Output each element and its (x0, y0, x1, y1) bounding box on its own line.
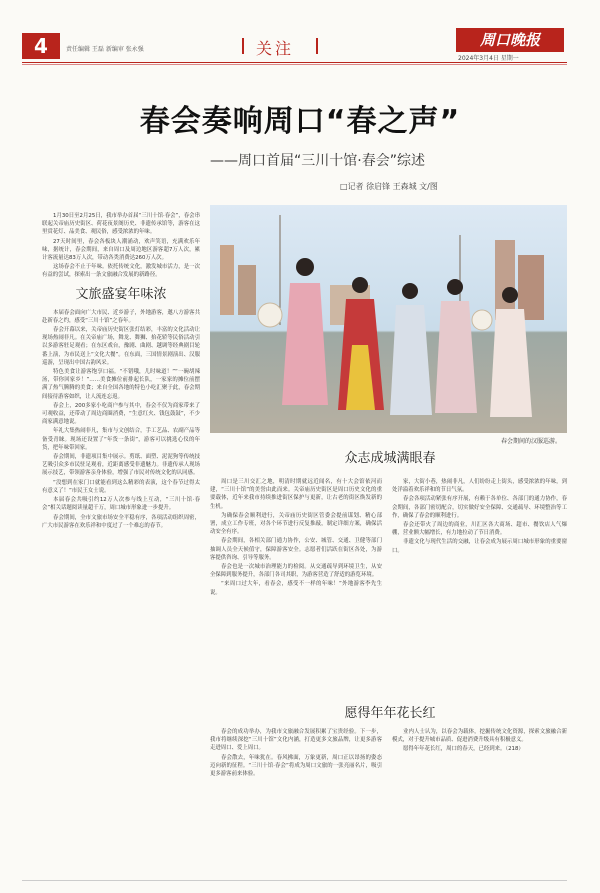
page-number: 4 (22, 33, 60, 59)
paragraph: 为确保春会顺利进行，关帝庙历史街区管委会提前谋划、精心部署，成立工作专班，对各个环节进行反复推敲，制定详细方案，确保活动安全有序。 (210, 512, 382, 536)
section-heading-2: 众志成城满眼春 (344, 451, 436, 466)
paragraph: “没想到在家门口就能看到这么精彩的表演，这个春节过得太有意义了！”市民王女士说。 (42, 479, 200, 494)
paragraph: 本届春会面向广大市民、近乡游子，外地游客，邀八方游客共赴新春之约，感受“三川十馆”之春年。 (42, 309, 200, 324)
paragraph: 27天时间里，春会各板块人潮涌动，欢声笑语，充满欢乐年味，据统计，春会期间，来自周口及周边地区游客超7万人次，累计客流量达83万人次，带动各类消费达260万人次。 (42, 238, 200, 262)
paragraph: 家，大街小巷，热闹非凡，人们纷纷走上街头，感受浓浓的年味，到处洋溢着欢乐祥和的节日气氛。 (392, 479, 567, 494)
paragraph: 春会上，200多家小吃商户参与其中，春会不仅为商家带来了可观收益，还带动了周边商圈消费，“生意红火、钱包鼓鼓”，不少商家满意地说。 (42, 402, 200, 426)
issue-date: 2024年3月4日 星期一 (458, 55, 519, 62)
paragraph: 非遗文化与现代生活的交融，让春会成为展示周口城市形象的重要窗口。 (392, 539, 567, 554)
paragraph: 春会还带火了周边的商业，川汇区各大商场、超市、餐饮店人气爆棚，营业额大幅增长，有力地拉动了节日消费。 (392, 522, 567, 537)
header-rule (22, 62, 567, 63)
paragraph: “来周口过大年，看春会，感受不一样的年味！”外地游客李先生说。 (210, 581, 382, 596)
hanfu-parade-illustration (210, 205, 567, 433)
page-header (0, 0, 600, 60)
right-column (392, 478, 567, 700)
middle-column (210, 478, 382, 700)
article-byline: □记者 徐启锋 王森城 文/图 (340, 182, 438, 191)
paragraph: 这场春会不止于年味。依托传统文化，激发城市活力，是一次有益的尝试，探索出一条文旅融合发展的新路径。 (42, 264, 200, 279)
paragraph: 春会期间，全市文旅市场安全平稳有序，各项活动组织周密，广大市民游客在欢乐祥和中度过了一个难忘的春节。 (42, 514, 200, 529)
paragraph: 周口是三川交汇之地，明清时期就远近闻名，有十大会馆依河而建，“三川十馆”的美誉由此而来。关帝庙历史街区是周口历史文化的重要载体，近年来我市持续推进街区保护与更新，让古老的街区焕发新的生机。 (210, 479, 382, 510)
article-photo (210, 205, 567, 433)
header-rule-thin (22, 64, 567, 65)
paragraph: 春会各项活动紧张有序开展，有赖于各单位、各部门的通力协作，春会期间，各部门密切配合，切实做好安全保障、交通疏导、环境整治等工作，确保了春会的顺利进行。 (392, 496, 567, 519)
bottom-right-column (392, 728, 567, 870)
left-column (42, 212, 200, 867)
paragraph: 特色美食让游客饱享口福。“不错哦，儿时味道！”“一碗胡辣汤，带你回家乡！”……美食摊位前排起长队，一家家的摊位前摆满了热气腾腾的美食；来自全国各地的特色小吃汇聚于此，春会期间接待游客如织，让人流连忘返。 (42, 369, 200, 400)
editor-line: 责任编辑 王磊 新编审 张永强 (66, 46, 144, 53)
paragraph: 春会也是一次城市治理能力的检阅。从交通疏导到环境卫生，从安全保障到服务提升，各部门各司其职，为游客营造了舒适的游览环境。 (210, 564, 382, 579)
newspaper-logo: 周口晚报 (456, 28, 564, 52)
article-title: 春会奏响周口“春之声” (139, 104, 461, 139)
paragraph: 本届春会共吸引约12万人次参与线上互动，“三川十馆·春会”相关话题阅读量超千万，周口城市形象进一步提升。 (42, 497, 200, 512)
paragraph: 愿得年年花长红，周口的春天，已经到来。（218） (403, 746, 524, 753)
footer-rule (22, 880, 567, 881)
section-bar-right (316, 38, 318, 54)
section-label: 关注 (256, 39, 295, 58)
paragraph: 春会的成功举办，为我市文旅融合发展积累了宝贵经验。下一步，我市将继续深挖“三川十馆”文化内涵，打造更多文旅品牌，让更多游客走进周口、爱上周口。 (210, 729, 382, 752)
section-heading-3: 愿得年年花长红 (344, 706, 436, 721)
section-bar-left (242, 38, 244, 54)
paragraph: 春会开幕以来，关帝庙历史街区张灯结彩，丰富的文化活动让现场热闹非凡。在关帝庙广场，舞龙、舞狮、抬花轿等民俗活动引以多游客驻足观看；在东区戏台，豫剧、曲剧、越调等经典剧目轮番上演，为市民送上“文化大餐”。在东面，三国情景剧演出、汉服巡游，呈现出中国古韵风采。 (42, 327, 200, 366)
paragraph: 春会散去，年味犹在。春风拂面，万象更新，周口正以昂扬的姿态迈向新的征程。“三川十馆·春会”将成为周口文旅的一张亮丽名片，吸引更多游客前来体验。 (210, 754, 382, 778)
paragraph: 业内人士认为，以春会为载体，挖掘传统文化资源，探索文旅融合新模式，对于提升城市品质、促进消费升级具有积极意义。 (392, 729, 567, 744)
paragraph: 1月30日至2月25日，我市举办首届“三川十馆·春会”，春会串联起关帝庙历史街区、荷花夜景阁历史、非遗传承馆等，游客在这里赏花灯、品美食、观民俗，感受浓浓的年味。 (42, 213, 200, 236)
section-heading-1: 文旅盛宴年味浓 (75, 286, 167, 302)
photo-caption: 春会期间的汉服巡游。 (500, 438, 561, 445)
paragraph: 春会期间，非遗项目集中展示。剪纸、面塑、泥泥狗等传统技艺吸引众多市民驻足观看，近距离感受非遗魅力。非遗传承人现场展示技艺，带领游客亲身体验，增强了市民对传统文化的认同感。 (42, 454, 200, 477)
paragraph: 春会期间，各相关部门通力协作，公安、城管、交通、卫健等部门抽调人员全天候值守，保障游客安全。志愿者们活跃在街区各处，为游客提供咨询、引导等服务。 (210, 538, 382, 561)
paragraph: 年礼大集热闹非凡，集市与文创结合，手工艺品、农副产品等备受青睐。现场还设置了“年货一条街”，游客可以挑选心仪的年货，把年味带回家。 (42, 428, 200, 451)
article-subtitle: ——周口首届“三川十馆·春会”综述 (210, 153, 425, 169)
bottom-middle-column (210, 728, 382, 870)
